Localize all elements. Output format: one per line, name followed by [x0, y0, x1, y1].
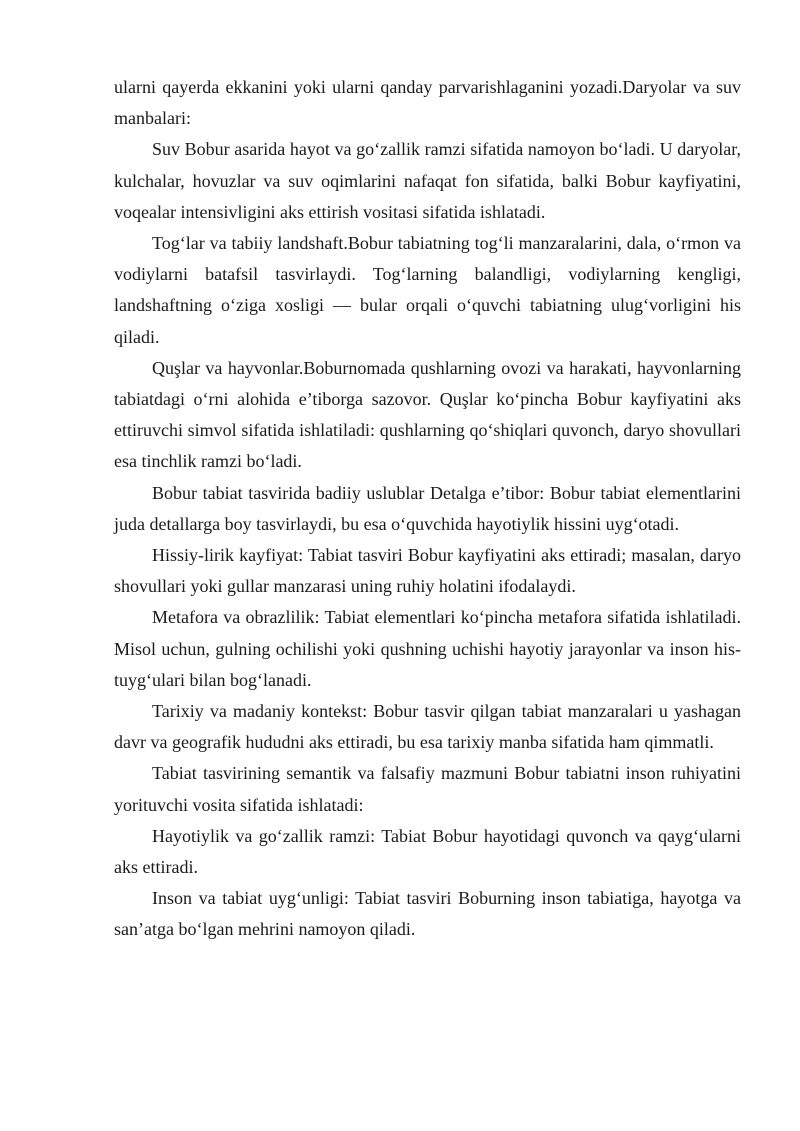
document-page — [114, 72, 741, 946]
paragraph-metaphor: Metafora va obrazlilik: Tabiat elementlari ko‘pincha metafora sifatida ishlatiladi. Misol uchun, gulning ochilishi yoki qushning uchishi hayotiy jarayonlar va inson his-tuyg‘ulari bilan bog‘lanadi. — [114, 607, 741, 690]
paragraph-mountains: Tog‘lar va tabiiy landshaft.Bobur tabiatning tog‘li manzaralarini, dala, o‘rmon va vodiylarni batafsil tasvirlaydi. Tog‘larning balandligi, vodiylarning kengligi, landshaftning o‘ziga xosligi — bular orqali o‘quvchi tabiatning ulug‘vorligini his qiladi. — [114, 233, 741, 347]
paragraph-birds-animals: Quşlar va hayvonlar.Boburnomada qushlarning ovozi va harakati, hayvonlarning tabiatdagi o‘rni alohida e’tiborga sazovor. Quşlar ko‘pincha Bobur kayfiyatini aks ettiruvchi simvol sifatida ishlatiladi: qushlarning qo‘shiqlari quvonch, daryo shovullari esa tinchlik ramzi bo‘ladi. — [114, 357, 741, 472]
paragraph-water: Suv Bobur asarida hayot va go‘zallik ramzi sifatida namoyon bo‘ladi. U daryolar, kulchalar, hovuzlar va suv oqimlarini nafaqat fon sifatida, balki Bobur kayfiyatini, voqealar intensivligini aks ettirish vositasi sifatida ishlatadi. — [114, 139, 741, 222]
paragraph-semantic-meaning: Tabiat tasvirining semantik va falsafiy mazmuni Bobur tabiatni inson ruhiyatini yorituvchi vosita sifatida ishlatadi: — [114, 763, 741, 815]
paragraph-artistic-styles: Bobur tabiat tasvirida badiiy uslublar Detalga e’tibor: Bobur tabiat elementlarini juda detallarga boy tasvirlaydi, bu esa o‘quvchida hayotiylik hissini uyg‘otadi. — [114, 482, 741, 534]
paragraph-historical-context: Tarixiy va madaniy kontekst: Bobur tasvir qilgan tabiat manzaralari u yashagan davr va geografik hududni aks ettiradi, bu esa tarixiy manba sifatida ham qimmatli. — [114, 701, 741, 753]
paragraph-life-beauty: Hayotiylik va go‘zallik ramzi: Tabiat Bobur hayotidagi quvonch va qayg‘ularni aks ettiradi. — [114, 825, 741, 878]
paragraph-lyrical-mood: Hissiy-lirik kayfiyat: Tabiat tasviri Bobur kayfiyatini aks ettiradi; masalan, daryo shovullari yoki gullar manzarasi uning ruhiy holatini ifodalaydi. — [114, 545, 741, 597]
paragraph-harmony: Inson va tabiat uyg‘unligi: Tabiat tasviri Boburning inson tabiatiga, hayotga va san’atga bo‘lgan mehrini namoyon qiladi. — [114, 888, 741, 940]
paragraph-continuation: ularni qayerda ekkanini yoki ularni qanday parvarishlaganini yozadi.Daryolar va suv manbalari: — [114, 77, 741, 129]
